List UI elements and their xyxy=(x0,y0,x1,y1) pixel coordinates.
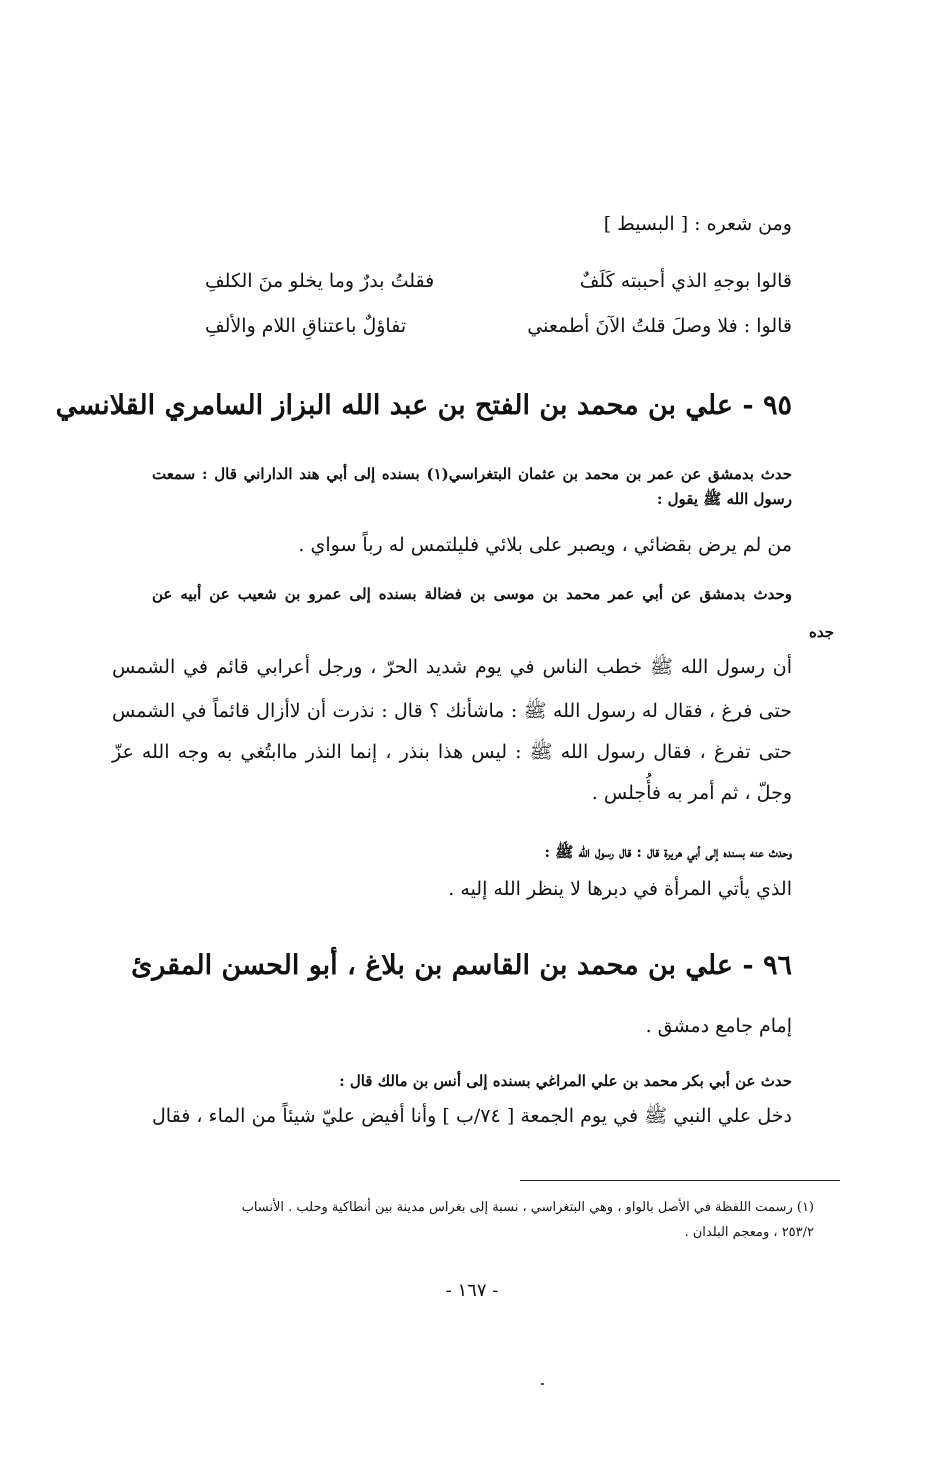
verse-2-first-hemistich: قالوا : فلا وصلَ قلتُ الآنَ أطمعني xyxy=(527,315,792,337)
verse-2-second-hemistich: تفاؤلٌ باعتناقِ اللام والألفِ xyxy=(205,315,407,337)
entry-95-narration-1-line-2: رسول الله ﷺ يقول : xyxy=(656,490,792,508)
entry-95-text-3: الذي يأتي المرأة في دبرها لا ينظر الله إليه . xyxy=(448,878,792,900)
entry-95-narration-3: وحدث عنه بسنده إلى أبي هريرة قال : قال رسول الله ﷺ : xyxy=(544,843,792,861)
entry-95-heading: ٩٥ - علي بن محمد بن الفتح بن عبد الله البزاز السامري القلانسي xyxy=(55,390,792,421)
page-number: - ١٦٧ - xyxy=(445,1280,499,1301)
entry-96-text: دخل علي النبي ﷺ في يوم الجمعة [ ٧٤/ب ] وأنا أفيض عليّ شيئاً من الماء ، فقال xyxy=(152,1105,792,1127)
entry-95-narration-2-line-1: وحدث بدمشق عن أبي عمر محمد بن موسى بن فضالة بسنده إلى عمرو بن شعيب عن أبيه عن xyxy=(152,585,792,603)
entry-96-description: إمام جامع دمشق . xyxy=(645,1015,792,1037)
footnote-line-2: ٢٥٣/٢ ، ومعجم البلدان . xyxy=(684,1225,814,1240)
poem-intro: ومن شعره : [ البسيط ] xyxy=(603,213,792,235)
footnote-divider xyxy=(520,1180,840,1181)
entry-95-text-2-line-4: وجلّ ، ثم أمر به فأُجلس . xyxy=(591,782,792,804)
entry-95-text-2-line-2: حتى فرغ ، فقال له رسول الله ﷺ : ماشأنك ؟ قال : نذرت أن لاأزال قائماً في الشمس xyxy=(112,700,792,722)
verse-1-second-hemistich: فقلتُ بدرٌ وما يخلو منَ الكلفِ xyxy=(205,270,435,292)
verse-1-first-hemistich: قالوا بوجهِ الذي أحببته كَلَفٌ xyxy=(579,270,792,292)
entry-96-narration: حدث عن أبي بكر محمد بن علي المراغي بسنده إلى أنس بن مالك قال : xyxy=(339,1072,792,1090)
footnote-line-1: (١) رسمت اللفظة في الأصل بالواو ، وهي البتغراسي ، نسبة إلى بغراس مدينة بين أنطاكية وحلب . الأنساب xyxy=(241,1200,814,1215)
scan-speck xyxy=(541,1383,544,1385)
entry-95-text-1: من لم يرض بقضائي ، ويصبر على بلائي فليلتمس له رباً سواي . xyxy=(298,534,792,556)
entry-95-narration-2-line-2: جده xyxy=(808,623,834,641)
entry-96-heading: ٩٦ - علي بن محمد بن القاسم بن بلاغ ، أبو الحسن المقرئ xyxy=(131,950,792,981)
entry-95-text-2-line-3: حتى تفرغ ، فقال رسول الله ﷺ : ليس هذا بنذر ، إنما النذر ماابتُغي به وجه الله عزّ xyxy=(112,741,792,763)
entry-95-narration-1-line-1: حدث بدمشق عن عمر بن محمد بن عثمان البتغراسي(١) بسنده إلى أبي هند الداراني قال : سمعت xyxy=(152,465,792,483)
entry-95-text-2-line-1: أن رسول الله ﷺ خطب الناس في يوم شديد الحرّ ، ورجل أعرابي قائم في الشمس xyxy=(112,656,792,678)
